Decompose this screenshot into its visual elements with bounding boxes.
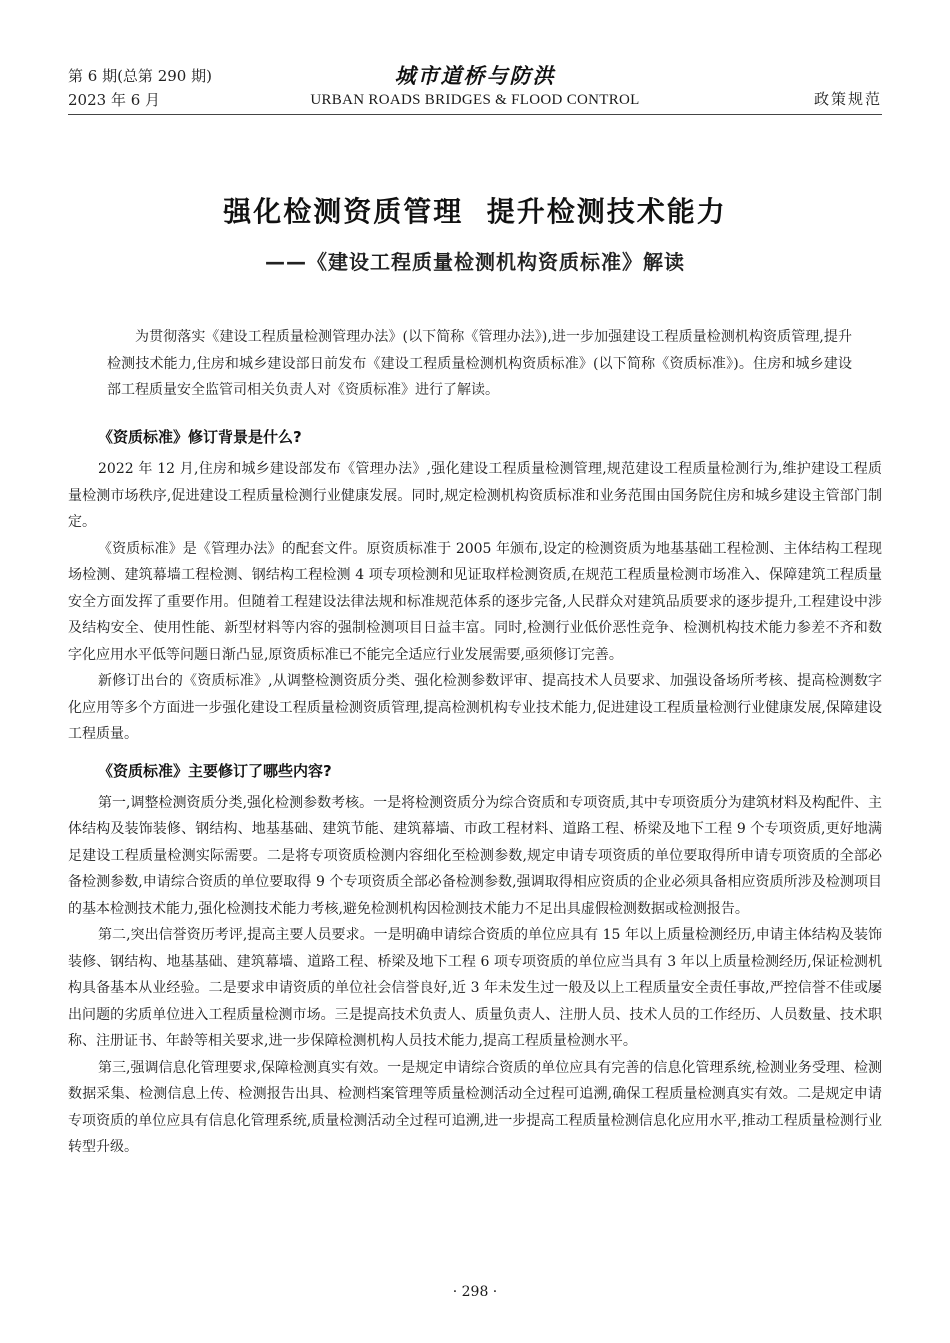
body-paragraph: 新修订出台的《资质标准》,从调整检测资质分类、强化检测参数评审、提高技术人员要求、加强设备场所考核、提高检测数字化应用等多个方面进一步强化建设工程质量检测资质管理,提高检测机构专业技术能力,促进建设工程质量检测行业健康发展,保障建设工程质量。: [68, 673, 882, 742]
body-paragraph: 第二,突出信誉资历考评,提高主要人员要求。一是明确申请综合资质的单位应具有 15 年以上质量检测经历,申请主体结构及装饰装修、钢结构、地基基础、建筑幕墙、道路工程、桥梁及地下工程 6 项专项资质的单位应当具有 3 年以上质量检测经历,保证检测机构具备基本从业经验。二是要求申请资质的单位社会信誉良好,近 3 年未发生过一般及以上工程质量安全责任事故,严控信誉不佳或屡出问题的劣质单位进入工程质量检测市场。三是提高技术负责人、质量负责人、注册人员、技术人员的工作经历、人员数量、技术职称、注册证书、年龄等相关要求,进一步保障检测机构人员技术能力,提高工程质量检测水平。: [68, 927, 882, 1049]
journal-title-en: URBAN ROADS BRIDGES & FLOOD CONTROL: [310, 92, 640, 108]
journal-title-cn: 城市道桥与防洪: [394, 64, 556, 88]
article-titles: [0, 190, 950, 275]
issue-date: 2023 年 6 月: [68, 91, 161, 109]
article-abstract: 为贯彻落实《建设工程质量检测管理办法》(以下简称《管理办法》),进一步加强建设工程质量检测机构资质管理,提升检测技术能力,住房和城乡建设部日前发布《建设工程质量检测机构资质标准》(以下简称《资质标准》)。住房和城乡建设部工程质量安全监管司相关负责人对《资质标准》进行了解读。: [107, 329, 852, 398]
issue-number: 第 6 期(总第 290 期): [68, 67, 212, 85]
article-subtitle: ——《建设工程质量检测机构资质标准》解读: [265, 250, 685, 274]
article-title: 强化检测资质管理 提升检测技术能力: [223, 195, 727, 228]
article-body: [68, 426, 882, 1161]
header-divider: [68, 114, 882, 115]
journal-masthead: [0, 60, 950, 109]
section-heading-background: 《资质标准》修订背景是什么?: [98, 428, 302, 446]
body-paragraph: 《资质标准》是《管理办法》的配套文件。原资质标准于 2005 年颁布,设定的检测资质为地基基础工程检测、主体结构工程现场检测、建筑幕墙工程检测、钢结构工程检测 4 项专项检测和见证取样检测资质,在规范工程质量检测市场准入、保障建筑工程质量安全方面发挥了重要作用。但随着工程建设法律法规和标准规范体系的逐步完备,人民群众对建筑品质要求的逐步提升,工程建设中涉及结构安全、使用性能、新型材料等内容的强制检测项目日益丰富。同时,检测行业低价恶性竞争、检测机构技术能力参差不齐和数字化应用水平低等问题日渐凸显,原资质标准已不能完全适应行业发展需要,亟须修订完善。: [68, 540, 882, 663]
body-paragraph: 第三,强调信息化管理要求,保障检测真实有效。一是规定申请综合资质的单位应具有完善的信息化管理系统,检测业务受理、检测数据采集、检测信息上传、检测报告出具、检测档案管理等质量检测活动全过程可追溯,确保工程质量检测真实有效。二是规定申请专项资质的单位应具有信息化管理系统,质量检测活动全过程可追溯,进一步提高工程质量检测信息化应用水平,推动工程质量检测行业转型升级。: [68, 1059, 882, 1155]
section-label: 政策规范: [813, 90, 882, 108]
section-heading-revisions: 《资质标准》主要修订了哪些内容?: [98, 761, 332, 780]
body-paragraph: 第一,调整检测资质分类,强化检测参数考核。一是将检测资质分为综合资质和专项资质,其中专项资质分为建筑材料及构配件、主体结构及装饰装修、钢结构、地基基础、建筑节能、建筑幕墙、市政工程材料、道路工程、桥梁及地下工程 9 个专项资质,更好地满足建设工程质量检测实际需要。二是将专项资质检测内容细化至检测参数,规定申请专项资质的单位要取得所申请专项资质的全部必备检测参数,申请综合资质的单位要取得 9 个专项资质全部必备检测参数,强调取得相应资质的企业必须具备相应资质所涉及检测项目的基本检测技术能力,强化检测技术能力考核,避免检测机构因检测技术能力不足出具虚假检测数据或检测报告。: [68, 794, 882, 917]
body-paragraph: 2022 年 12 月,住房和城乡建设部发布《管理办法》,强化建设工程质量检测管理,规范建设工程质量检测行为,维护建设工程质量检测市场秩序,促进建设工程质量检测行业健康发展。同时,规定检测机构资质标准和业务范围由国务院住房和城乡建设主管部门制定。: [68, 461, 882, 530]
page-header: [0, 0, 950, 120]
page-number: · 298 ·: [452, 1284, 498, 1300]
